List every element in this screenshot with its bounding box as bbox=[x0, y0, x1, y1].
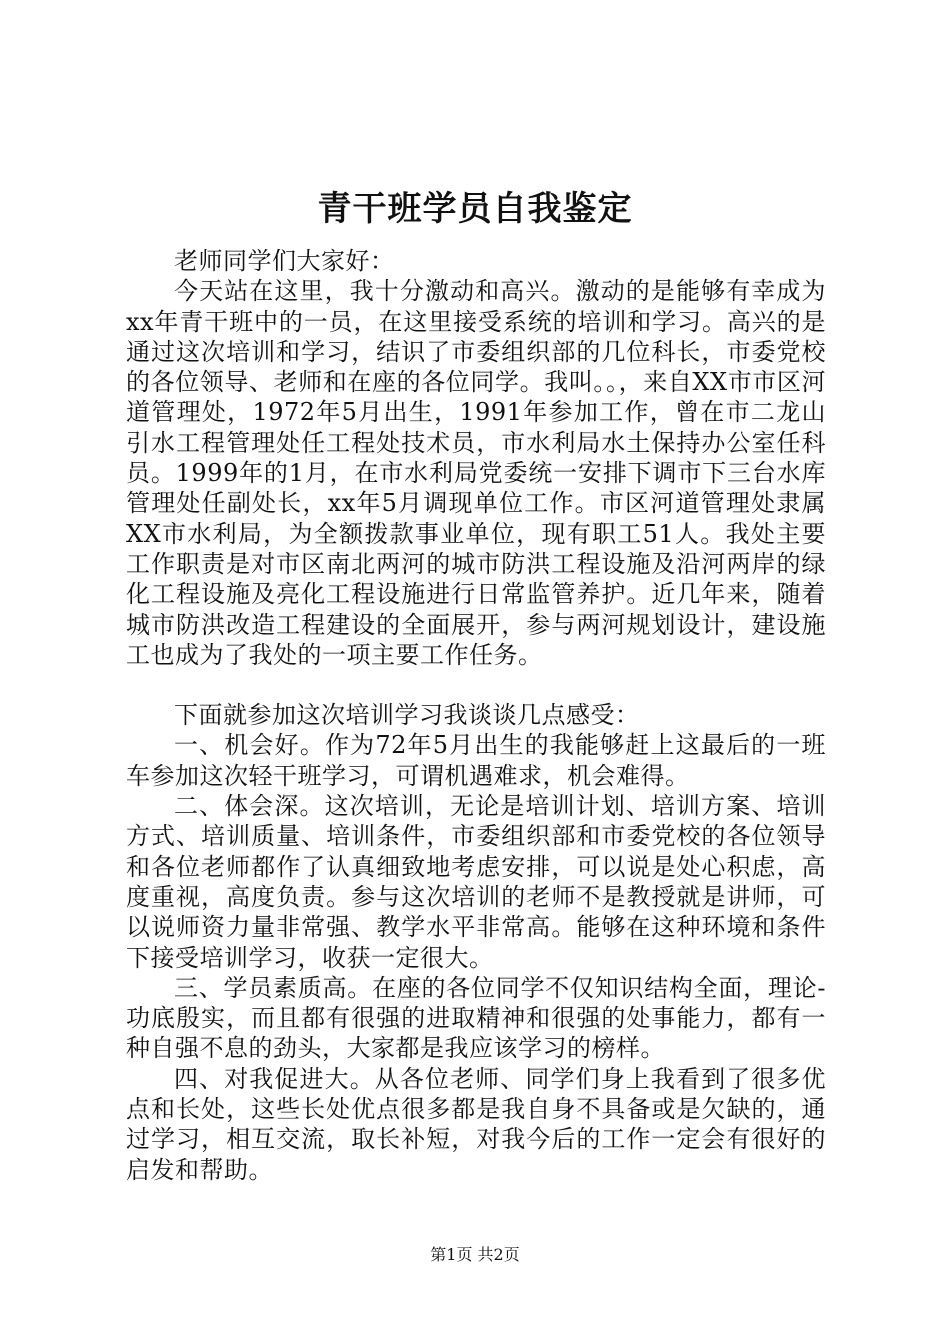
greeting-paragraph: 老师同学们大家好： bbox=[174, 247, 395, 275]
self-introduction-paragraph: 今天站在这里，我十分激动和高兴。激动的是能够有幸成为xx年青干班中的一员，在这里接受系统的培训和学习。高兴的是通过这次培训和学习，结识了市委组织部的几位科长，市委党校的各位领导、老师和在座的各位同学。我叫。。，来自XX市市区河道管理处，1972年5月出生，1991年参加工作，曾在市二龙山引水工程管理处任工程处技术员，市水利局水土保持办公室任科员。1999年的1月，在市水利局党委统一安排下调市下三台水库管理处任副处长，xx年5月调现单位工作。市区河道管理处隶属XX市水利局，为全额拨款事业单位，现有职工51人。我处主要工作职责是对市区南北两河的城市防洪工程设施及沿河两岸的绿化工程设施及亮化工程设施进行日常监管养护。近几年来，随着城市防洪改造工程建设的全面展开，参与两河规划设计，建设施工也成为了我处的一项主要工作任务。 bbox=[126, 277, 826, 669]
document-title: 青干班学员自我鉴定 bbox=[317, 189, 633, 229]
point-three-paragraph: 三、学员素质高。在座的各位同学不仅知识结构全面，理论-功底殷实，而且都有很强的进取精神和很强的处事能力，都有一种自强不息的劲头，大家都是我应该学习的榜样。 bbox=[126, 973, 826, 1063]
point-two-paragraph: 二、体会深。这次培训，无论是培训计划、培训方案、培训方式、培训质量、培训条件，市委组织部和市委党校的各位领导和各位老师都作了认真细致地考虑安排，可以说是处心积虑，高度重视，高度负责。参与这次培训的老师不是教授就是讲师，可以说师资力量非常强、教学水平非常高。能够在这种环境和条件下接受培训学习，收获一定很大。 bbox=[126, 792, 826, 972]
point-one-paragraph: 一、机会好。作为72年5月出生的我能够赶上这最后的一班车参加这次轻干班学习，可谓机遇难求，机会难得。 bbox=[126, 731, 826, 790]
feelings-intro-paragraph: 下面就参加这次培训学习我谈谈几点感受： bbox=[174, 701, 640, 730]
page-number-footer: 第1页 共2页 bbox=[430, 1245, 520, 1264]
document-body bbox=[126, 246, 826, 1185]
point-four-paragraph: 四、对我促进大。从各位老师、同学们身上我看到了很多优点和长处，这些长处优点很多都是我自身不具备或是欠缺的，通过学习，相互交流，取长补短，对我今后的工作一定会有很好的启发和帮助。 bbox=[126, 1064, 826, 1184]
